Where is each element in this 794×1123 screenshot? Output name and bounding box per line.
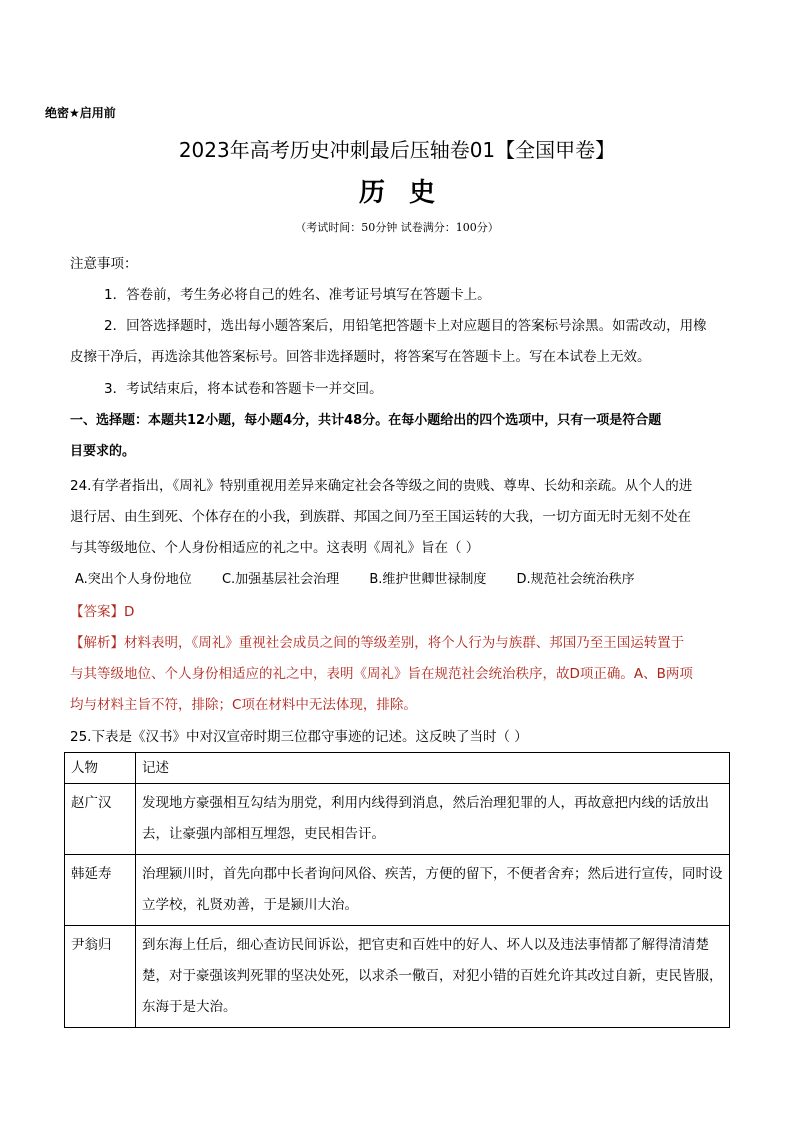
q24-option-a: A.突出个人身份地位 (75, 572, 192, 587)
subject-title: 历史 (358, 178, 459, 208)
row-record: 治理颍川时，首先向郡中长者询问风俗、疾苦，方便的留下，不便者舍弃；然后进行宣传，同时设立学校，礼贤劝善，于是颍川大治。 (136, 855, 730, 926)
q25-stem: 25.下表是《汉书》中对汉宣帝时期三位郡守事迹的记述。这反映了当时（ ） (70, 729, 528, 745)
row-person: 尹翁归 (65, 926, 136, 1028)
row-person: 赵广汉 (65, 784, 136, 855)
table-row (65, 784, 730, 855)
header-record: 记述 (136, 753, 730, 784)
q24-option-b: B.维护世卿世禄制度 (369, 572, 487, 587)
row-record: 到东海上任后，细心查访民间诉讼，把官吏和百姓中的好人、坏人以及违法事情都了解得清清楚楚，对于豪强该判死罪的坚决处死，以求杀一儆百，对犯小错的百姓允许其改过自新，吏民皆服，东海于是大治。 (136, 926, 730, 1028)
q24-answer: 【答案】D (70, 604, 135, 620)
q24-analysis-line-3: 均与材料主旨不符，排除；C项在材料中无法体现，排除。 (70, 697, 417, 713)
row-person: 韩延寿 (65, 855, 136, 926)
q24-options (75, 568, 661, 587)
section-1-heading: 一、选择题：本题共12小题，每小题4分，共计48分。在每小题给出的四个选项中，只有一项是符合题 (70, 413, 662, 428)
q24-stem-line-2: 退行居、由生到死、个体存在的小我，到族群、邦国之间乃至王国运转的大我，一切方面无时无刻不处在 (70, 509, 691, 525)
q24-option-c: C.加强基层社会治理 (221, 572, 340, 587)
q25-table (64, 752, 730, 1028)
q24-analysis-line-2: 与其等级地位、个人身份相适应的礼之中，表明《周礼》旨在规范社会统治秩序，故D项正确。A、B两项 (70, 666, 693, 682)
note-item-2-line-2: 皮擦干净后，再选涂其他答案标号。回答非选择题时，将答案写在答题卡上。写在本试卷上无效。 (70, 349, 651, 365)
header-person: 人物 (65, 753, 136, 784)
note-item-1: 1．答卷前，考生务必将自己的姓名、准考证号填写在答题卡上。 (104, 287, 491, 303)
notes-heading: 注意事项： (70, 256, 138, 272)
confidential-label: 绝密★启用前 (45, 106, 116, 120)
exam-title: 2023年高考历史冲刺最后压轴卷01【全国甲卷】 (178, 138, 616, 162)
section-1-heading-cont: 目要求的。 (70, 444, 136, 459)
note-item-3: 3．考试结束后，将本试卷和答题卡一并交回。 (104, 381, 383, 397)
q24-stem-line-3: 与其等级地位、个人身份相适应的礼之中。这表明《周礼》旨在（ ） (70, 540, 480, 556)
row-record: 发现地方豪强相互勾结为朋党，利用内线得到消息，然后治理犯罪的人，再故意把内线的话放出去，让豪强内部相互埋怨，吏民相告讦。 (136, 784, 730, 855)
table-row (65, 855, 730, 926)
table-row (65, 926, 730, 1028)
q24-stem-line-1: 24.有学者指出，《周礼》特别重视用差异来确定社会各等级之间的贵贱、尊卑、长幼和亲疏。从个人的进 (70, 478, 693, 494)
exam-meta: （考试时间：50分钟 试卷满分：100分） (295, 221, 499, 234)
note-item-2-line-1: 2．回答选择题时，选出每小题答案后，用铅笔把答题卡上对应题目的答案标号涂黑。如需改动，用橡 (104, 318, 707, 334)
q24-analysis-line-1: 【解析】材料表明，《周礼》重视社会成员之间的等级差别，将个人行为与族群、邦国乃至王国运转置于 (70, 635, 685, 651)
q24-option-d: D.规范社会统治秩序 (516, 572, 635, 587)
table-header-row (65, 753, 730, 784)
